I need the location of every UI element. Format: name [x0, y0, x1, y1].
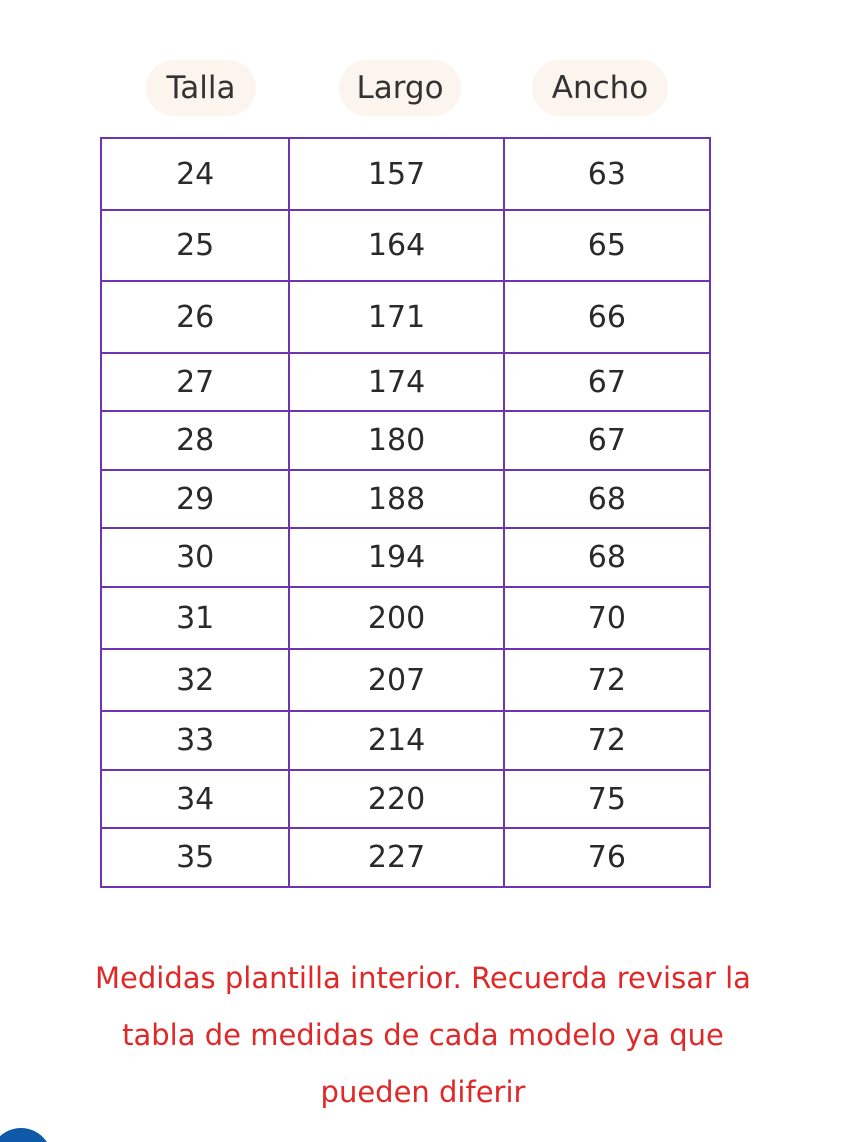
table-row	[101, 770, 710, 828]
length-cell: 200	[289, 587, 503, 649]
size-cell: 32	[101, 649, 289, 711]
length-cell: 220	[289, 770, 503, 828]
size-cell: 33	[101, 711, 289, 770]
width-cell: 68	[504, 528, 710, 587]
length-cell: 174	[289, 353, 503, 411]
length-cell: 157	[289, 138, 503, 210]
size-cell: 30	[101, 528, 289, 587]
column-header-size: Talla	[146, 60, 256, 116]
width-cell: 65	[504, 210, 710, 281]
table-row	[101, 411, 710, 470]
table-row	[101, 470, 710, 528]
size-cell: 28	[101, 411, 289, 470]
width-cell: 75	[504, 770, 710, 828]
size-cell: 27	[101, 353, 289, 411]
size-table	[100, 137, 711, 888]
size-cell: 35	[101, 828, 289, 887]
table-row	[101, 649, 710, 711]
length-cell: 180	[289, 411, 503, 470]
width-cell: 66	[504, 281, 710, 353]
width-cell: 72	[504, 649, 710, 711]
table-row	[101, 281, 710, 353]
note-line: tabla de medidas de cada modelo ya que	[122, 1018, 724, 1052]
column-header-length: Largo	[339, 60, 461, 116]
length-cell: 194	[289, 528, 503, 587]
note-line: pueden diferir	[320, 1075, 526, 1109]
size-cell: 24	[101, 138, 289, 210]
width-cell: 63	[504, 138, 710, 210]
corner-badge-icon	[0, 1128, 52, 1142]
note-line: Medidas plantilla interior. Recuerda revisar la	[95, 961, 751, 995]
size-cell: 26	[101, 281, 289, 353]
length-cell: 171	[289, 281, 503, 353]
size-cell: 29	[101, 470, 289, 528]
size-cell: 34	[101, 770, 289, 828]
table-row	[101, 528, 710, 587]
table-row	[101, 210, 710, 281]
length-cell: 164	[289, 210, 503, 281]
length-cell: 188	[289, 470, 503, 528]
width-cell: 72	[504, 711, 710, 770]
width-cell: 70	[504, 587, 710, 649]
table-row	[101, 353, 710, 411]
width-cell: 76	[504, 828, 710, 887]
length-cell: 207	[289, 649, 503, 711]
column-header-width: Ancho	[532, 60, 668, 116]
table-row	[101, 587, 710, 649]
length-cell: 227	[289, 828, 503, 887]
sizing-note	[0, 950, 846, 1121]
table-row	[101, 828, 710, 887]
length-cell: 214	[289, 711, 503, 770]
size-cell: 31	[101, 587, 289, 649]
width-cell: 67	[504, 411, 710, 470]
size-cell: 25	[101, 210, 289, 281]
table-row	[101, 138, 710, 210]
table-row	[101, 711, 710, 770]
width-cell: 67	[504, 353, 710, 411]
width-cell: 68	[504, 470, 710, 528]
